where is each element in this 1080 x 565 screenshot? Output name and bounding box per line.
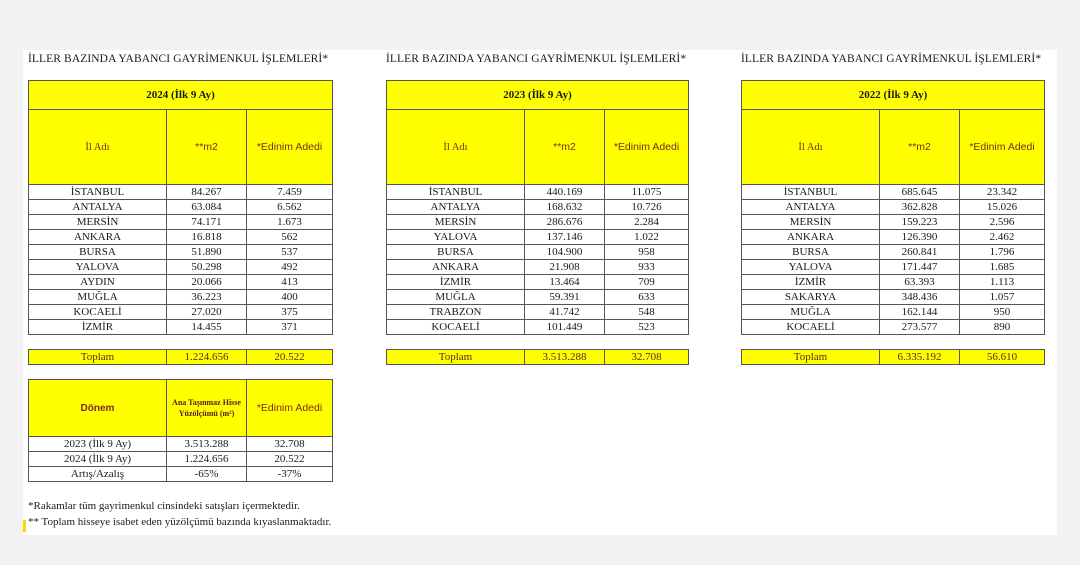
- province-cell: MUĞLA: [29, 290, 167, 305]
- table-row: [29, 215, 333, 230]
- adet-cell: 562: [247, 230, 333, 245]
- m2-cell: 41.742: [525, 305, 605, 320]
- col-header-adet: *Edinim Adedi: [960, 110, 1045, 185]
- adet-cell: 633: [605, 290, 689, 305]
- spacer-row: [742, 335, 1045, 350]
- table-row: [29, 275, 333, 290]
- m2-cell: 104.900: [525, 245, 605, 260]
- table-row: [29, 305, 333, 320]
- adet-cell: 492: [247, 260, 333, 275]
- donem-cell: 2024 (İlk 9 Ay): [29, 452, 167, 467]
- table-row: [742, 230, 1045, 245]
- table-row: [29, 260, 333, 275]
- province-cell: İZMİR: [29, 320, 167, 335]
- m2-cell: 27.020: [167, 305, 247, 320]
- province-cell: İSTANBUL: [387, 185, 525, 200]
- total-m2: 1.224.656: [167, 350, 247, 365]
- province-cell: KOCAELİ: [29, 305, 167, 320]
- change-adet-cell: -37%: [247, 467, 333, 482]
- period-header: 2023 (İlk 9 Ay): [387, 81, 689, 110]
- total-label: Toplam: [387, 350, 525, 365]
- province-cell: ANTALYA: [29, 200, 167, 215]
- m2-cell: 14.455: [167, 320, 247, 335]
- province-cell: KOCAELİ: [742, 320, 880, 335]
- m2-cell: 348.436: [880, 290, 960, 305]
- province-cell: ANKARA: [29, 230, 167, 245]
- report-sheet: [23, 50, 1057, 535]
- m2-cell: 1.224.656: [167, 452, 247, 467]
- period-header: 2022 (İlk 9 Ay): [742, 81, 1045, 110]
- m2-cell: 20.066: [167, 275, 247, 290]
- province-cell: ANKARA: [387, 260, 525, 275]
- col-header-m2: **m2: [167, 110, 247, 185]
- m2-cell: 36.223: [167, 290, 247, 305]
- table-row: [387, 290, 689, 305]
- table-row: [387, 305, 689, 320]
- table-row: [29, 290, 333, 305]
- m2-cell: 159.223: [880, 215, 960, 230]
- col-header-adet: *Edinim Adedi: [605, 110, 689, 185]
- province-cell: ANTALYA: [387, 200, 525, 215]
- m2-cell: 137.146: [525, 230, 605, 245]
- province-cell: ANTALYA: [742, 200, 880, 215]
- table-row: [387, 260, 689, 275]
- m2-cell: 171.447: [880, 260, 960, 275]
- change-m2-cell: -65%: [167, 467, 247, 482]
- province-table: [386, 80, 689, 365]
- table-row: [387, 230, 689, 245]
- province-cell: MUĞLA: [742, 305, 880, 320]
- col-header-il: İl Adı: [29, 110, 167, 185]
- adet-cell: 413: [247, 275, 333, 290]
- m2-cell: 74.171: [167, 215, 247, 230]
- col-header-donem: Dönem: [29, 380, 167, 437]
- table-row: [742, 305, 1045, 320]
- province-cell: İZMİR: [387, 275, 525, 290]
- adet-cell: 20.522: [247, 452, 333, 467]
- col-header-m2: **m2: [525, 110, 605, 185]
- m2-cell: 63.084: [167, 200, 247, 215]
- table-row: [742, 185, 1045, 200]
- col-header-adet: *Edinim Adedi: [247, 380, 333, 437]
- adet-cell: 1.673: [247, 215, 333, 230]
- adet-cell: 1.022: [605, 230, 689, 245]
- province-cell: BURSA: [742, 245, 880, 260]
- table-row: [742, 275, 1045, 290]
- m2-cell: 21.908: [525, 260, 605, 275]
- total-adet: 32.708: [605, 350, 689, 365]
- m2-cell: 362.828: [880, 200, 960, 215]
- table-row: [742, 215, 1045, 230]
- province-cell: KOCAELİ: [387, 320, 525, 335]
- adet-cell: 10.726: [605, 200, 689, 215]
- adet-cell: 1.685: [960, 260, 1045, 275]
- adet-cell: 523: [605, 320, 689, 335]
- total-label: Toplam: [29, 350, 167, 365]
- m2-cell: 126.390: [880, 230, 960, 245]
- adet-cell: 6.562: [247, 200, 333, 215]
- province-cell: ANKARA: [742, 230, 880, 245]
- table-row: [742, 200, 1045, 215]
- adet-cell: 2.596: [960, 215, 1045, 230]
- m2-cell: 84.267: [167, 185, 247, 200]
- adet-cell: 11.075: [605, 185, 689, 200]
- total-adet: 56.610: [960, 350, 1045, 365]
- table-row: [29, 200, 333, 215]
- table-row: [387, 200, 689, 215]
- table-row: [742, 260, 1045, 275]
- province-cell: TRABZON: [387, 305, 525, 320]
- adet-cell: 1.057: [960, 290, 1045, 305]
- adet-cell: 400: [247, 290, 333, 305]
- table-row: [29, 467, 333, 482]
- adet-cell: 548: [605, 305, 689, 320]
- m2-cell: 273.577: [880, 320, 960, 335]
- footnote-2: ** Toplam hisseye isabet eden yüzölçümü bazında kıyaslanmaktadır.: [28, 516, 332, 528]
- province-cell: SAKARYA: [742, 290, 880, 305]
- table-row: [29, 185, 333, 200]
- adet-cell: 1.796: [960, 245, 1045, 260]
- province-cell: YALOVA: [742, 260, 880, 275]
- table-row: [742, 320, 1045, 335]
- m2-cell: 101.449: [525, 320, 605, 335]
- province-cell: AYDIN: [29, 275, 167, 290]
- total-m2: 3.513.288: [525, 350, 605, 365]
- col-header-il: İl Adı: [387, 110, 525, 185]
- cursor-marker: [23, 520, 26, 532]
- total-adet: 20.522: [247, 350, 333, 365]
- m2-cell: 440.169: [525, 185, 605, 200]
- adet-cell: 32.708: [247, 437, 333, 452]
- m2-cell: 286.676: [525, 215, 605, 230]
- province-cell: BURSA: [387, 245, 525, 260]
- province-cell: MUĞLA: [387, 290, 525, 305]
- adet-cell: 375: [247, 305, 333, 320]
- table-row: [742, 245, 1045, 260]
- spacer-row: [387, 335, 689, 350]
- m2-cell: 685.645: [880, 185, 960, 200]
- province-cell: YALOVA: [387, 230, 525, 245]
- total-m2: 6.335.192: [880, 350, 960, 365]
- col-header-hisse-m2: Ana Taşınmaz Hisse Yüzölçümü (m²): [167, 380, 247, 437]
- col-header-il: İl Adı: [742, 110, 880, 185]
- table-row: [742, 290, 1045, 305]
- m2-cell: 168.632: [525, 200, 605, 215]
- table-row: [29, 452, 333, 467]
- adet-cell: 23.342: [960, 185, 1045, 200]
- m2-cell: 13.464: [525, 275, 605, 290]
- province-cell: MERSİN: [387, 215, 525, 230]
- province-cell: MERSİN: [742, 215, 880, 230]
- adet-cell: 7.459: [247, 185, 333, 200]
- province-cell: İZMİR: [742, 275, 880, 290]
- donem-cell: Artış/Azalış: [29, 467, 167, 482]
- province-cell: BURSA: [29, 245, 167, 260]
- table-row: [387, 275, 689, 290]
- table-row: [29, 437, 333, 452]
- spacer-row: [29, 335, 333, 350]
- table-row: [29, 320, 333, 335]
- block-title: İLLER BAZINDA YABANCI GAYRİMENKUL İŞLEMLERİ*: [386, 53, 687, 65]
- table-row: [29, 245, 333, 260]
- total-label: Toplam: [742, 350, 880, 365]
- adet-cell: 709: [605, 275, 689, 290]
- adet-cell: 1.113: [960, 275, 1045, 290]
- province-cell: MERSİN: [29, 215, 167, 230]
- province-table: [28, 80, 333, 365]
- block-title: İLLER BAZINDA YABANCI GAYRİMENKUL İŞLEMLERİ*: [741, 53, 1042, 65]
- adet-cell: 933: [605, 260, 689, 275]
- m2-cell: 50.298: [167, 260, 247, 275]
- m2-cell: 260.841: [880, 245, 960, 260]
- adet-cell: 958: [605, 245, 689, 260]
- block-title: İLLER BAZINDA YABANCI GAYRİMENKUL İŞLEMLERİ*: [28, 53, 329, 65]
- col-header-m2: **m2: [880, 110, 960, 185]
- adet-cell: 15.026: [960, 200, 1045, 215]
- table-row: [29, 230, 333, 245]
- table-row: [387, 215, 689, 230]
- comparison-table: [28, 379, 333, 482]
- province-cell: İSTANBUL: [742, 185, 880, 200]
- m2-cell: 51.890: [167, 245, 247, 260]
- adet-cell: 537: [247, 245, 333, 260]
- m2-cell: 3.513.288: [167, 437, 247, 452]
- adet-cell: 950: [960, 305, 1045, 320]
- m2-cell: 63.393: [880, 275, 960, 290]
- m2-cell: 162.144: [880, 305, 960, 320]
- m2-cell: 16.818: [167, 230, 247, 245]
- province-cell: İSTANBUL: [29, 185, 167, 200]
- adet-cell: 2.284: [605, 215, 689, 230]
- donem-cell: 2023 (İlk 9 Ay): [29, 437, 167, 452]
- col-header-adet: *Edinim Adedi: [247, 110, 333, 185]
- adet-cell: 2.462: [960, 230, 1045, 245]
- table-row: [387, 320, 689, 335]
- table-row: [387, 185, 689, 200]
- adet-cell: 890: [960, 320, 1045, 335]
- footnote-1: *Rakamlar tüm gayrimenkul cinsindeki satışları içermektedir.: [28, 500, 300, 512]
- province-cell: YALOVA: [29, 260, 167, 275]
- adet-cell: 371: [247, 320, 333, 335]
- m2-cell: 59.391: [525, 290, 605, 305]
- period-header: 2024 (İlk 9 Ay): [29, 81, 333, 110]
- province-table: [741, 80, 1045, 365]
- table-row: [387, 245, 689, 260]
